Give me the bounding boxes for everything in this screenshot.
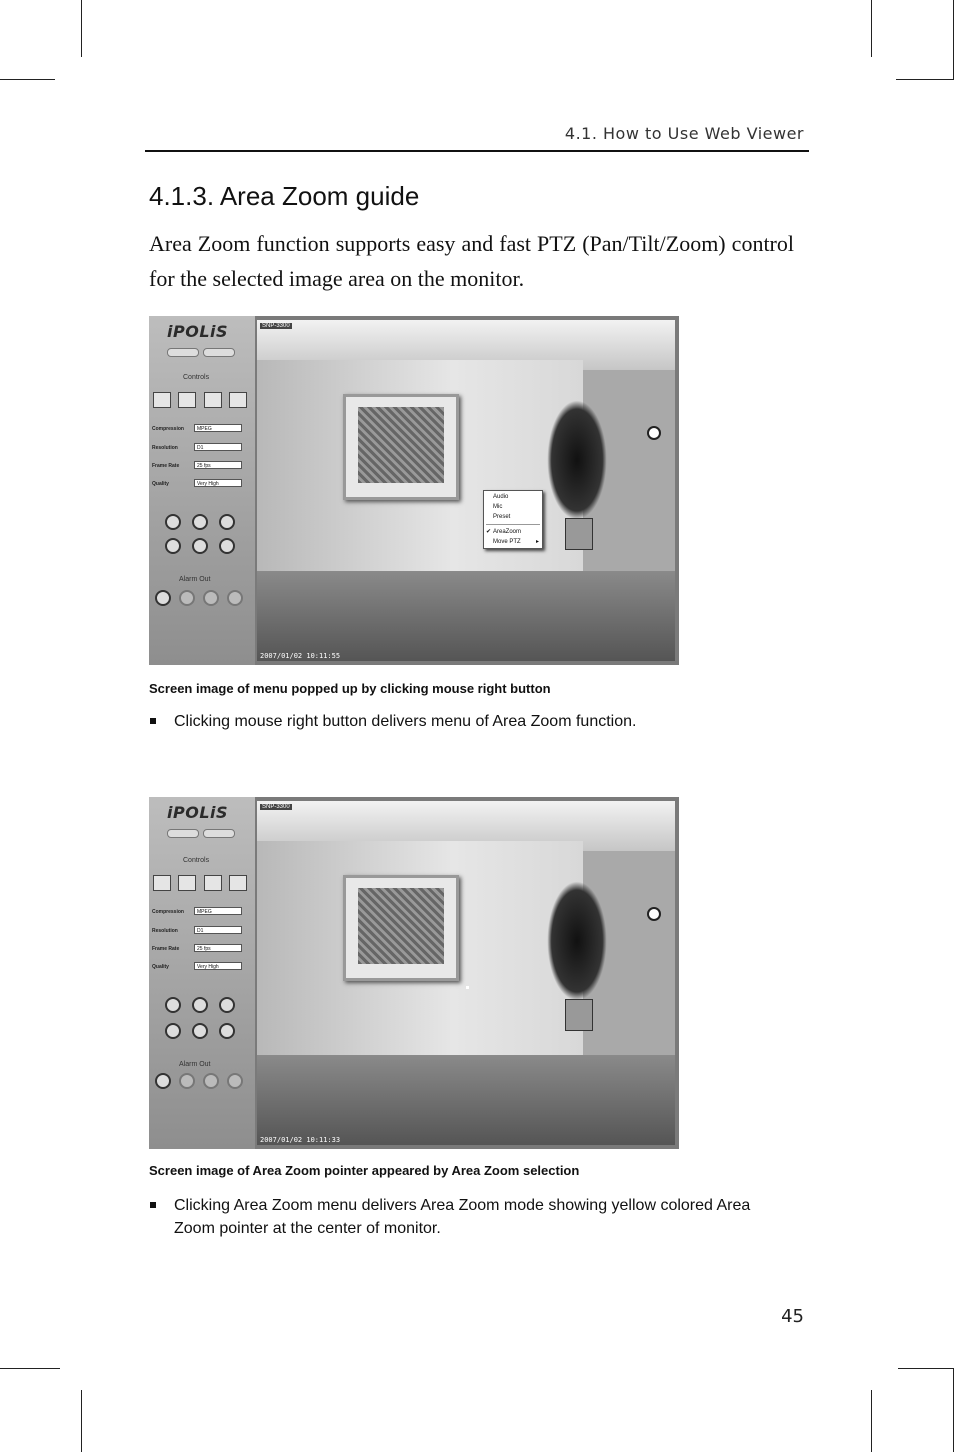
field-label: Quality [152,964,169,970]
bullet-text: Clicking Area Zoom menu delivers Area Zoom mode showing yellow colored Area Zoom pointer at the center of monitor. [174,1197,751,1237]
painting-canvas [358,888,444,964]
context-menu-item-audio: Audio [493,494,509,500]
alarm-out-label: Alarm Out [179,1061,211,1068]
field-label: Frame Rate [152,463,180,469]
alarm-icon [227,1073,243,1089]
frame-rate-select: 25 fps [194,461,242,469]
ptz-button-icon [192,1023,208,1039]
alarm-icon [203,1073,219,1089]
camera-tag: SNP-3300 [262,804,290,810]
ptz-button-icon [165,538,181,554]
page-number: 45 [781,1306,804,1327]
grid-view-icon [153,875,171,891]
field-label: Quality [152,481,169,487]
alarm-icon [203,590,219,606]
wall-clock-icon [647,907,661,921]
field-label: Resolution [152,445,178,451]
control-panel [149,316,255,665]
quality-select: Very High [194,962,242,970]
alarm-out-label: Alarm Out [179,576,211,583]
crop-mark [871,0,872,57]
alarm-icon [155,590,171,606]
context-menu-item-label: Move PTZ [493,539,521,545]
figure2-caption: Screen image of Area Zoom pointer appeared by Area Zoom selection [149,1163,580,1178]
wall-painting [343,394,459,500]
alarm-icon [179,590,195,606]
fullscreen-icon [178,875,196,891]
context-menu-item-move-ptz [484,537,542,547]
alarm-icon [179,1073,195,1089]
ptz-button-icon [219,1023,235,1039]
intro-paragraph: Area Zoom function supports easy and fast PTZ (Pan/Tilt/Zoom) control for the selected image area on the monitor. [149,231,794,291]
resolution-select: D1 [194,926,242,934]
video-timestamp: 2007/01/02 10:11:33 [260,1136,341,1144]
capture-icon [204,875,222,891]
controls-label: Controls [183,857,210,864]
bullet-square-icon [150,718,156,724]
live-video [257,320,675,661]
resolution-select: D1 [194,443,242,451]
alarm-icon [227,590,243,606]
crop-mark [0,79,55,80]
fullscreen-icon [178,392,196,408]
ptz-button-icon [219,514,235,530]
ptz-button-icon [192,538,208,554]
running-header: 4.1. How to Use Web Viewer [564,124,804,143]
compression-select: MPEG [194,907,242,915]
submenu-arrow-icon: ▸ [535,539,539,545]
wall-clock-icon [647,426,661,440]
context-menu-item-label: AreaZoom [493,529,522,535]
quality-select: Very High [194,479,242,487]
check-icon: ✔ [486,529,492,535]
ptz-button-icon [165,514,181,530]
plant-leaves [547,400,607,520]
field-label: Frame Rate [152,946,180,952]
record-icon [229,392,247,408]
grid-view-icon [153,392,171,408]
video-timestamp: 2007/01/02 10:11:55 [260,652,341,660]
crop-mark [896,79,954,80]
screenshot-area-zoom-pointer [149,797,679,1149]
field-label: Resolution [152,928,178,934]
context-menu [483,490,543,549]
alarm-icon [155,1073,171,1089]
section-title: 4.1.3. Area Zoom guide [149,181,420,211]
bullet-text: Clicking mouse right button delivers menu of Area Zoom function. [174,713,637,730]
setup-tab [167,829,199,838]
figure1-caption: Screen image of menu popped up by clicking mouse right button [149,681,551,696]
ipolis-logo: iPOLiS [167,322,229,341]
ptz-button-icon [165,997,181,1013]
bullet-square-icon [150,1202,156,1208]
crop-mark [81,1390,82,1452]
record-icon [229,875,247,891]
context-menu-item-mic: Mic [493,504,503,510]
compression-select: MPEG [194,424,242,432]
plant-leaves [547,881,607,1001]
figure1-bullet [174,710,784,733]
header-rule [145,150,809,152]
frame-rate-select: 25 fps [194,944,242,952]
ptz-button-icon [165,1023,181,1039]
capture-icon [204,392,222,408]
crop-mark [898,1368,954,1369]
context-menu-separator [486,524,540,525]
ptz-button-icon [219,997,235,1013]
area-zoom-pointer [466,986,469,989]
context-menu-item-preset: Preset [493,514,511,520]
camera-tag: SNP-3300 [262,323,290,329]
floor [257,571,675,661]
plant-pot [565,999,593,1031]
screenshot-context-menu [149,316,679,665]
potted-plant [547,400,607,560]
logout-tab [203,829,235,838]
field-label: Compression [152,909,184,915]
floor [257,1055,675,1145]
context-menu-item-areazoom [484,527,542,537]
setup-tab [167,348,199,357]
ipolis-logo: iPOLiS [167,803,229,822]
ptz-button-icon [192,514,208,530]
ptz-button-icon [192,997,208,1013]
control-panel [149,797,255,1149]
crop-mark [81,0,82,57]
live-video [257,801,675,1145]
wall-painting [343,875,459,981]
crop-mark [871,1390,872,1452]
figure2-bullet [174,1194,784,1240]
field-label: Compression [152,426,184,432]
painting-canvas [358,407,444,483]
ptz-button-icon [219,538,235,554]
crop-mark [0,1368,60,1369]
plant-pot [565,518,593,550]
potted-plant [547,881,607,1041]
controls-label: Controls [183,374,210,381]
logout-tab [203,348,235,357]
